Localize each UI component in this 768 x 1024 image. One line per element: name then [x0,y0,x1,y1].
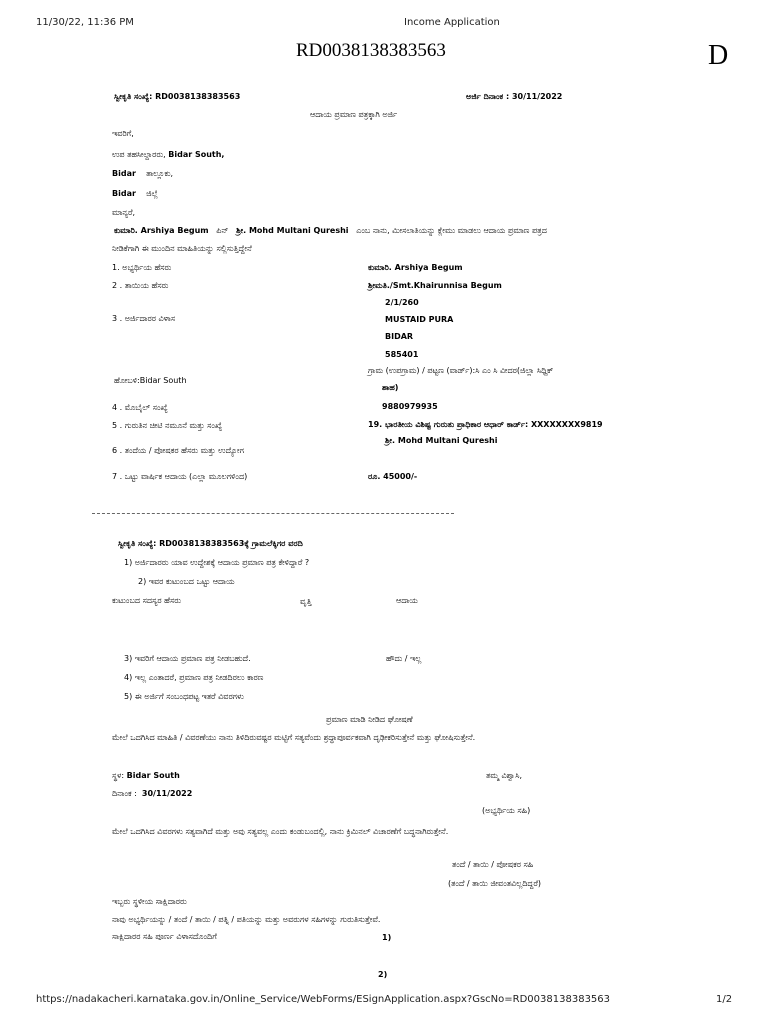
subject: ಆದಾಯ ಪ್ರಮಾಣ ಪತ್ರಕ್ಕಾಗಿ ಅರ್ಜಿ [310,110,398,119]
witnesses-text: ನಾವು ಅಭ್ಯರ್ಥಿಯನ್ನು / ತಂದೆ / ತಾಯಿ / ಪತ್ನಿ / ಪತಿಯನ್ನು ಮತ್ತು ಅವರುಗಳ ಸಹಿಗಳನ್ನು ಗುರುತಿಸುತ್ತೇವೆ. [112,915,381,924]
hobli: ಹೋಬಳಿ:Bidar South [114,376,187,385]
question-4: 4) ಇಲ್ಲ ಎಂತಾದರೆ, ಪ್ರಮಾಣ ಪತ್ರ ನೀಡದಿರಲು ಕಾರಣ [124,673,264,682]
intro-line-2: ನೀಡಿಕೆಗಾಗಿ ಈ ಮುಂದಿನ ಮಾಹಿತಿಯನ್ನು ಸಲ್ಲಿಸುತ್ತಿದ್ದೇನೆ [112,244,252,253]
parent-signature: ತಂದೆ / ತಾಯಿ / ಪೋಷಕರ ಸಹಿ [452,860,534,869]
reference-number: RD0038138383563 [296,40,446,61]
col-occupation: ವೃತ್ತಿ [300,597,312,606]
witnesses-title: ಇಬ್ಬರು ಸ್ಥಳೀಯ ಸಾಕ್ಷಿದಾರರು [112,897,187,906]
office-prefix: ಉಪ ತಹಸೀಲ್ದಾರರು, [112,150,166,159]
question-5: 5) ಈ ಅರ್ಜಿಗೆ ಸಂಬಂಧಪಟ್ಟ ಇತರೆ ವಿವರಗಳು [124,692,244,701]
office-line [112,150,224,160]
place-label: ಸ್ಥಳ: [112,771,125,780]
taluk-label: ತಾಲ್ಲೂಕು, [146,169,174,178]
application-date [466,92,562,102]
print-datetime: 11/30/22, 11:36 PM [36,17,134,28]
place-line [112,771,180,781]
report-heading-number: RD0038138383563 [159,539,245,548]
parent-signature-note: (ತಂದೆ / ತಾಯಿ ಜೀವಂತವಿಲ್ಲದಿದ್ದರೆ) [448,879,542,888]
penalty-text: ಮೇಲೆ ಒದಗಿಸಿದ ವಿವರಗಳು ಸತ್ಯವಾಗಿದೆ ಮತ್ತು ಅವು ಸತ್ಯವಲ್ಲ ಎಂದು ಕಂಡುಬಂದಲ್ಲಿ, ನಾನು ಕ್ರಿಮಿನಲ್ ವಿಚಾರಣೆಗೆ ಬದ್ಧನಾಗಿರುತ್ತೇನೆ. [112,827,449,836]
address-line-2: MUSTAID PURA [385,315,454,324]
address-line-1: 2/1/260 [385,298,419,307]
ack-number: RD0038138383563 [155,92,241,101]
to-line: ಇವರಿಗೆ, [112,129,134,138]
question-3: 3) ಇವರಿಗೆ ಆದಾಯ ಪ್ರಮಾಣ ಪತ್ರ ನೀಡಬಹುದೆ. [124,654,251,663]
field-2-value: ಶ್ರೀಮತಿ./Smt.Khairunnisa Begum [368,281,502,290]
field-1-value: ಕುಮಾರಿ. Arshiya Begum [368,263,463,272]
app-date-label: ಅರ್ಜಿ ದಿನಾಂಕ : [466,92,510,101]
office-place: Bidar South, [168,150,225,159]
print-page-title: Income Application [404,17,500,28]
report-heading-label: ಸ್ವೀಕೃತಿ ಸಂಖ್ಯೆ: [118,539,157,548]
field-3-label: 3 . ಅರ್ಜಿದಾರರ ವಿಳಾಸ [112,314,176,323]
district-label: ಜಿಲ್ಲೆ [146,189,158,198]
yours-faithfully: ತಮ್ಮ ವಿಶ್ವಾಸಿ, [486,771,523,780]
print-url: https://nadakacheri.karnataka.gov.in/Online_Service/WebForms/ESignApplication.aspx?GscNo=RD0038138383563 [36,994,611,1005]
corner-letter: D [708,40,729,71]
question-3-options: ಹೌದು / ಇಲ್ಲ [386,654,422,663]
address-line-3: BIDAR [385,332,414,341]
taluk-line [112,169,173,179]
question-2: 2) ಇವರ ಕುಟುಂಬದ ಒಟ್ಟು ಆದಾಯ [138,577,235,586]
field-6-value: ಶ್ರೀ. Mohd Multani Qureshi [385,436,498,445]
field-6-label: 6 . ತಂದೆಯ / ಪೋಷಕರ ಹೆಸರು ಮತ್ತು ಉದ್ಯೋಗ [112,446,244,455]
district-line [112,189,158,199]
field-1-label: 1. ಅಭ್ಯರ್ಥಿಯ ಹೆಸರು [112,263,172,272]
district-name: Bidar [112,189,136,198]
place-value: Bidar South [126,771,180,780]
print-page-number: 1/2 [716,994,733,1005]
intro-rest: ಎಂಬ ನಾನು, ಮೀಸಲಾತಿಯನ್ನು ಕ್ಲೇಮು ಮಾಡಲು ಆದಾಯ ಪ್ರಮಾಣ ಪತ್ರದ [356,226,547,235]
question-1: 1) ಅರ್ಜಿದಾರರು ಯಾವ ಉದ್ದೇಶಕ್ಕೆ ಆದಾಯ ಪ್ರಮಾಣ ಪತ್ರ ಕೇಳಿದ್ದಾರೆ ? [124,558,310,567]
applicant-signature: (ಅಭ್ಯರ್ಥಿಯ ಸಹಿ) [482,806,531,815]
salutation: ಮಾನ್ಯರೆ, [112,208,136,217]
witness-address-label: ಸಾಕ್ಷಿದಾರರ ಸಹಿ ಪೂರ್ಣ ವಿಳಾಸದೊಂದಿಗೆ [112,932,217,941]
field-2-label: 2 . ತಾಯಿಯ ಹೆಸರು [112,281,169,290]
declaration-title: ಪ್ರಮಾಣ ಮಾಡಿ ನೀಡಿದ ಘೋಷಣೆ [326,715,413,724]
field-5-value: 19. ಭಾರತೀಯ ವಿಶಿಷ್ಟ ಗುರುತು ಪ್ರಾಧಿಕಾರ ಆಧಾರ್ ಕಾರ್ಡ್: XXXXXXXX9819 [368,420,603,429]
taluk-name: Bidar [112,169,136,178]
col-member-name: ಕುಟುಂಬದ ಸದಸ್ಯರ ಹೆಸರು [112,596,182,605]
field-7-value: ರೂ. 45000/- [368,472,418,481]
ack-number-line [114,92,240,102]
witness-1: 1) [382,933,392,942]
date-line [112,789,192,799]
field-7-label: 7 . ಒಟ್ಟು ವಾರ್ಷಿಕ ಆದಾಯ (ಎಲ್ಲಾ ಮೂಲಗಳಿಂದ) [112,472,248,481]
intro-line-1 [114,226,547,236]
field-4-value: 9880979935 [382,402,438,411]
date-value: 30/11/2022 [141,789,193,798]
witness-2: 2) [378,970,388,979]
col-income: ಆದಾಯ [396,596,418,605]
village-line-2: ಶಾಹ) [382,383,399,392]
address-line-4: 585401 [385,350,419,359]
section-divider [92,513,454,514]
intro-relation: ಪಿನ್ [216,226,229,235]
ack-label: ಸ್ವೀಕೃತಿ ಸಂಖ್ಯೆ: [114,92,153,101]
field-5-label: 5 . ಗುರುತಿನ ಚೀಟಿ ನಮೂನೆ ಮತ್ತು ಸಂಖ್ಯೆ [112,421,223,430]
date-label: ದಿನಾಂಕ : [112,789,137,798]
village-line: ಗ್ರಾಮ (ಉಪಗ್ರಾಮ) / ಪಟ್ಟಣ (ವಾರ್ಡ್):ಸಿ ಎಂ ಸಿ ವೀದರ(ಜಿಲ್ಲಾ ಸಿಧ್ದಿಕ್ [368,366,554,375]
declaration-text: ಮೇಲೆ ಒದಗಿಸಿದ ಮಾಹಿತಿ / ವಿವರಣೆಯು ನಾನು ತಿಳಿದಿರುವಷ್ಟರ ಮಟ್ಟಿಗೆ ಸತ್ಯವೆಂದು ಶ್ರದ್ಧಾಪೂರ್ವಕವಾಗಿ ದೃಢೀಕರಿಸುತ್ತೇನೆ ಮತ್ತು ಘೋಷಿಸುತ್ತೇನೆ. [112,733,476,742]
report-heading [118,539,303,549]
report-heading-rest: ಕ್ಕೆ ಗ್ರಾಮಲೆಕ್ಕಿಗರ ವರದಿ [244,539,303,548]
intro-name: ಕುಮಾರಿ. Arshiya Begum [114,226,209,235]
intro-father: ಶ್ರೀ. Mohd Multani Qureshi [236,226,349,235]
field-4-label: 4 . ಮೊಬೈಲ್ ಸಂಖ್ಯೆ [112,403,168,412]
app-date-value: 30/11/2022 [511,92,563,101]
